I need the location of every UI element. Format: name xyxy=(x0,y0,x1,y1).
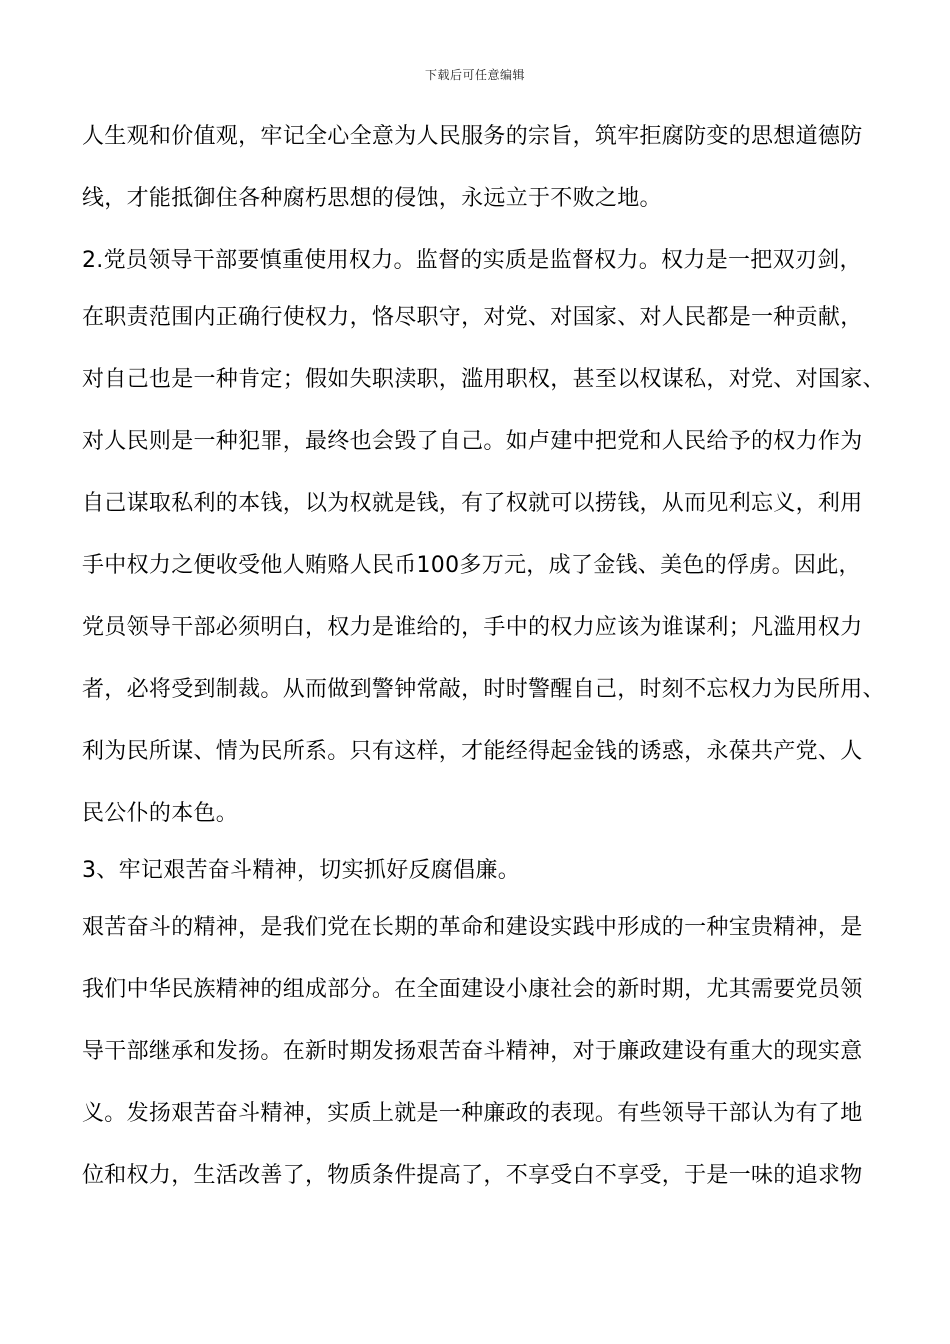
text-line: 位和权力，生活改善了，物质条件提高了，不享受白不享受，于是一味的追求物 xyxy=(82,1163,863,1188)
text-line: 手中权力之便收受他人贿赂人民币100多万元，成了金钱、美色的俘虏。因此， xyxy=(82,553,861,578)
text-line: 人生观和价值观，牢记全心全意为人民服务的宗旨，筑牢拒腐防变的思想道德防 xyxy=(82,124,863,149)
body-text xyxy=(82,112,892,1213)
section-heading: 3、牢记艰苦奋斗精神，切实抓好反腐倡廉。 xyxy=(82,858,520,883)
text-line: 民公仆的本色。 xyxy=(82,801,239,826)
text-line: 者，必将受到制裁。从而做到警钟常敲，时时警醒自己，时刻不忘权力为民所用、 xyxy=(82,677,885,702)
text-line: 对自己也是一种肯定；假如失职渎职，滥用职权，甚至以权谋私，对党、对国家、 xyxy=(82,367,885,392)
text-line: 线，才能抵御住各种腐朽思想的侵蚀，永远立于不败之地。 xyxy=(82,186,662,211)
text-line: 艰苦奋斗的精神，是我们党在长期的革命和建设实践中形成的一种宝贵精神，是 xyxy=(82,915,863,940)
text-line: 在职责范围内正确行使权力，恪尽职守，对党、对国家、对人民都是一种贡献， xyxy=(82,305,863,330)
text-line: 对人民则是一种犯罪，最终也会毁了自己。如卢建中把党和人民给予的权力作为 xyxy=(82,429,863,454)
text-line: 我们中华民族精神的组成部分。在全面建设小康社会的新时期，尤其需要党员领 xyxy=(82,977,863,1002)
text-line: 自己谋取私利的本钱，以为权就是钱，有了权就可以捞钱，从而见利忘义，利用 xyxy=(82,491,863,516)
text-line: 义。发扬艰苦奋斗精神，实质上就是一种廉政的表现。有些领导干部认为有了地 xyxy=(82,1101,863,1126)
page-header: 下载后可任意编辑 xyxy=(424,68,525,82)
text-line: 党员领导干部必须明白，权力是谁给的，手中的权力应该为谁谋利；凡滥用权力 xyxy=(82,615,863,640)
text-line: 导干部继承和发扬。在新时期发扬艰苦奋斗精神，对于廉政建设有重大的现实意 xyxy=(82,1039,863,1064)
text-line: 2.党员领导干部要慎重使用权力。监督的实质是监督权力。权力是一把双刃剑， xyxy=(82,248,862,273)
text-line: 利为民所谋、情为民所系。只有这样，才能经得起金钱的诱惑，永葆共产党、人 xyxy=(82,739,863,764)
